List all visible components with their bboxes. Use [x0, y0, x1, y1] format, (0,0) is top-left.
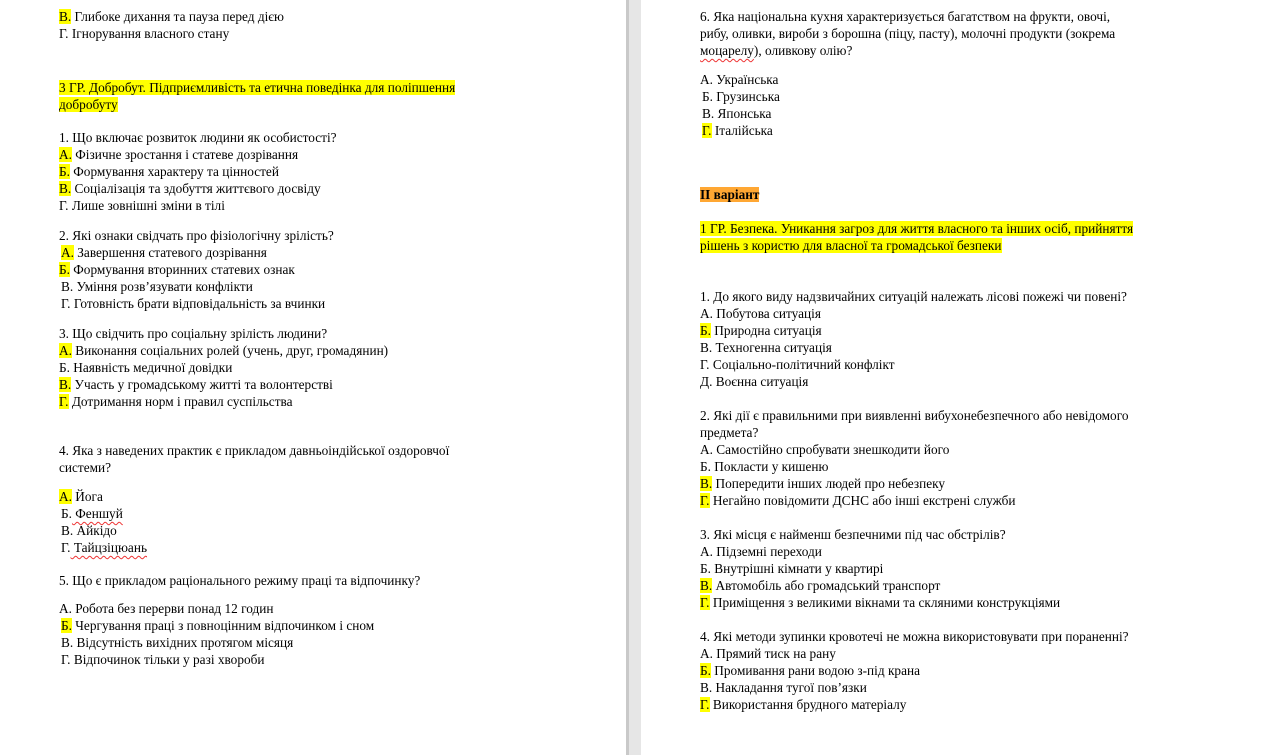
answer-option: В. Автомобіль або громадський транспорт: [700, 578, 941, 593]
document-page-left: [0, 0, 626, 755]
answer-option: В. Японська: [702, 106, 772, 121]
answer-option: Б. Внутрішні кімнати у квартирі: [700, 561, 884, 576]
answer-option: Г. Тайцзіцюань: [61, 540, 148, 555]
question: 1. До якого виду надзвичайних ситуацій належать лісові пожежі чи повені?: [700, 289, 1127, 304]
question: рибу, оливки, вироби з борошна (піцу, пасту), молочні продукти (зокрема: [700, 26, 1116, 41]
answer-option: Г. Негайно повідомити ДСНС або інші екстрені служби: [700, 493, 1016, 508]
answer-option: Б. Феншуй: [61, 506, 123, 521]
group-heading: добробуту: [59, 97, 118, 112]
group-heading: рішень з користю для власної та громадської безпеки: [700, 238, 1002, 253]
answer-option: Б. Покласти у кишеню: [700, 459, 829, 474]
answer-option: Г. Відпочинок тільки у разі хвороби: [61, 652, 265, 667]
question: предмета?: [700, 425, 759, 440]
answer-option: Г. Приміщення з великими вікнами та скляними конструкціями: [700, 595, 1061, 610]
answer-option: Д. Воєнна ситуація: [700, 374, 809, 389]
page-gutter: [626, 0, 641, 755]
question: 4. Яка з наведених практик є прикладом давньоіндійської оздоровчої: [59, 443, 450, 458]
answer-option: А. Робота без перерви понад 12 годин: [59, 601, 274, 616]
answer-option: Б. Наявність медичної довідки: [59, 360, 233, 375]
question: системи?: [59, 460, 112, 475]
group-heading: 3 ГР. Добробут. Підприємливість та етична поведінка для поліпшення: [59, 80, 456, 95]
answer-option: Б. Формування вторинних статевих ознак: [59, 262, 295, 277]
answer-option: А. Йога: [59, 489, 103, 504]
answer-option: А. Фізичне зростання і статеве дозрівання: [59, 147, 299, 162]
answer-option: Г. Італійська: [702, 123, 773, 138]
question: 2. Які ознаки свідчать про фізіологічну зрілість?: [59, 228, 334, 243]
question: моцарелу), оливкову олію?: [700, 43, 853, 58]
answer-option: В. Попередити інших людей про небезпеку: [700, 476, 946, 491]
answer-option: В. Уміння розв’язувати конфлікти: [61, 279, 253, 294]
answer-option: В. Накладання тугої пов’язки: [700, 680, 867, 695]
answer-option: Г. Використання брудного матеріалу: [700, 697, 907, 712]
answer-option: В. Соціалізація та здобуття життєвого досвіду: [59, 181, 321, 196]
question: 3. Що свідчить про соціальну зрілість людини?: [59, 326, 328, 341]
answer-option: Б. Промивання рани водою з-під крана: [700, 663, 920, 678]
question: 4. Які методи зупинки кровотечі не можна використовувати при пораненні?: [700, 629, 1129, 644]
answer-option: Г. Дотримання норм і правил суспільства: [59, 394, 293, 409]
answer-option: В. Техногенна ситуація: [700, 340, 832, 355]
answer-option: Г. Ігнорування власного стану: [59, 26, 230, 41]
question: 3. Які місця є найменш безпечними під час обстрілів?: [700, 527, 1006, 542]
answer-option: А. Підземні переходи: [700, 544, 822, 559]
answer-option: А. Самостійно спробувати знешкодити його: [700, 442, 950, 457]
question: 5. Що є прикладом раціонального режиму праці та відпочинку?: [59, 573, 421, 588]
answer-option: Б. Формування характеру та цінностей: [59, 164, 279, 179]
answer-option: В. Відсутність вихідних протягом місяця: [61, 635, 294, 650]
variant-heading: ІІ варіант: [700, 187, 760, 202]
answer-option: А. Побутова ситуація: [700, 306, 821, 321]
answer-option: В. Айкідо: [61, 523, 117, 538]
document-page-right: [641, 0, 1272, 755]
answer-option: А. Виконання соціальних ролей (учень, друг, громадянин): [59, 343, 389, 358]
question: 6. Яка національна кухня характеризується багатством на фрукти, овочі,: [700, 9, 1111, 24]
answer-option: В. Участь у громадському житті та волонтерстві: [59, 377, 333, 392]
answer-option: А. Завершення статевого дозрівання: [61, 245, 267, 260]
answer-option: А. Прямий тиск на рану: [700, 646, 836, 661]
answer-option: Б. Природна ситуація: [700, 323, 822, 338]
answer-option: Г. Соціально-політичний конфлікт: [700, 357, 895, 372]
answer-option: Г. Лише зовнішні зміни в тілі: [59, 198, 225, 213]
answer-option: Б. Чергування праці з повноцінним відпочинком і сном: [61, 618, 375, 633]
answer-option: А. Українська: [700, 72, 779, 87]
answer-option: В. Глибоке дихання та пауза перед дією: [59, 9, 284, 24]
question: 1. Що включає розвиток людини як особистості?: [59, 130, 337, 145]
answer-option: Б. Грузинська: [702, 89, 780, 104]
group-heading: 1 ГР. Безпека. Уникання загроз для життя власного та інших осіб, прийняття: [700, 221, 1134, 236]
answer-option: Г. Готовність брати відповідальність за вчинки: [61, 296, 326, 311]
question: 2. Які дії є правильними при виявленні вибухонебезпечного або невідомого: [700, 408, 1129, 423]
